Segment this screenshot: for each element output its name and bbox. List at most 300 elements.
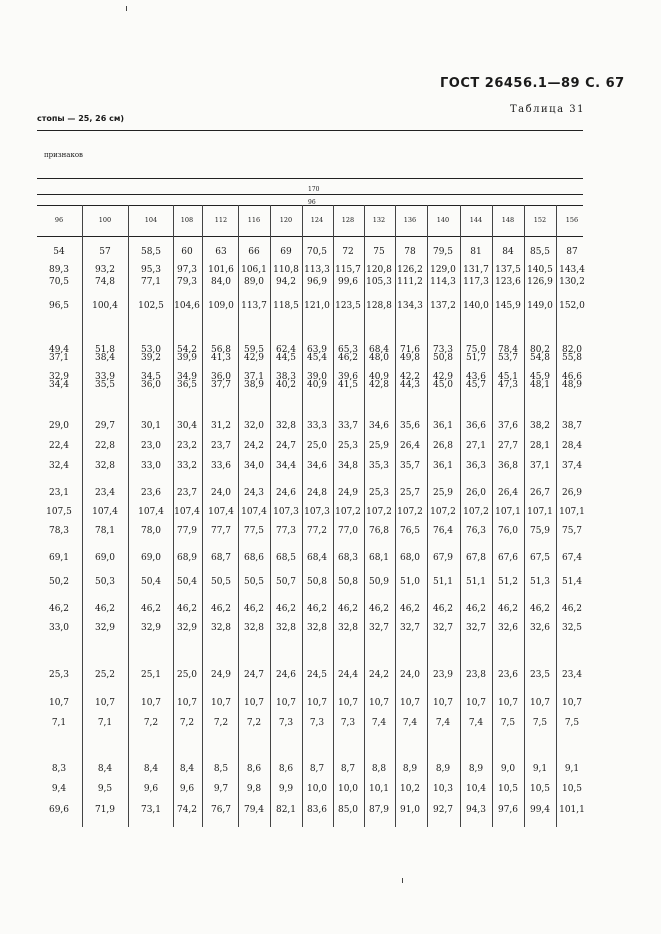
table-cell: 99,4 (529, 805, 551, 815)
table-cell: 41,3 (210, 353, 232, 363)
column-header: 156 (565, 216, 579, 224)
table-cell: 8,7 (340, 764, 356, 774)
row-caption: признаков (44, 151, 83, 159)
column-header: 100 (98, 216, 112, 224)
table-cell: 126,9 (527, 277, 553, 287)
table-cell: 45,0 (432, 380, 454, 390)
table-cell: 46,6 (561, 372, 583, 382)
table-cell: 10,0 (337, 784, 359, 794)
table-cell: 137,2 (430, 301, 456, 311)
scan-speck (126, 6, 127, 11)
table-cell: 107,4 (174, 507, 200, 517)
table-cell: 10,5 (529, 784, 551, 794)
table-cell: 38,2 (529, 421, 551, 431)
table-cell: 107,1 (527, 507, 553, 517)
table-cell: 9,4 (51, 784, 67, 794)
table-cell: 55,8 (561, 353, 583, 363)
table-cell: 68,9 (176, 553, 198, 563)
table-cell: 7,3 (278, 718, 294, 728)
table-cell: 75 (373, 247, 385, 257)
table-cell: 32,6 (529, 623, 551, 633)
table-cell: 107,4 (138, 507, 164, 517)
table-cell: 25,0 (176, 670, 198, 680)
table-cell: 78 (404, 247, 416, 257)
table-cell: 38,9 (243, 380, 265, 390)
table-cell: 46,2 (368, 604, 390, 614)
table-cell: 37,7 (210, 380, 232, 390)
super-rule-1 (37, 194, 583, 195)
table-cell: 10,7 (275, 698, 297, 708)
table-cell: 9,0 (500, 764, 516, 774)
table-cell: 26,9 (561, 488, 583, 498)
table-cell: 38,4 (94, 353, 116, 363)
table-cell: 23,1 (48, 488, 70, 498)
table-cell: 9,8 (246, 784, 262, 794)
table-cell: 32,9 (176, 623, 198, 633)
table-cell: 10,4 (465, 784, 487, 794)
table-cell: 36,1 (432, 421, 454, 431)
table-cell: 68,3 (337, 553, 359, 563)
table-cell: 76,0 (497, 526, 519, 536)
table-cell: 23,7 (176, 488, 198, 498)
table-cell: 53,0 (140, 345, 162, 355)
table-cell: 50,4 (140, 577, 162, 587)
table-cell: 27,1 (465, 441, 487, 451)
column-header: 112 (214, 216, 228, 224)
table-cell: 42,9 (432, 372, 454, 382)
table-cell: 25,3 (48, 670, 70, 680)
table-cell: 24,0 (210, 488, 232, 498)
table-cell: 26,7 (529, 488, 551, 498)
table-cell: 51,8 (94, 345, 116, 355)
column-header: 148 (501, 216, 515, 224)
table-cell: 9,9 (278, 784, 294, 794)
table-cell: 117,3 (463, 277, 489, 287)
table-cell: 30,1 (140, 421, 162, 431)
table-cell: 77,3 (275, 526, 297, 536)
table-cell: 36,6 (465, 421, 487, 431)
column-header: 128 (341, 216, 355, 224)
table-cell: 10,5 (497, 784, 519, 794)
table-cell: 25,3 (368, 488, 390, 498)
table-cell: 34,6 (368, 421, 390, 431)
column-header: 140 (436, 216, 450, 224)
table-cell: 60 (181, 247, 193, 257)
table-cell: 10,7 (432, 698, 454, 708)
table-cell: 46,2 (243, 604, 265, 614)
table-cell: 32,5 (561, 623, 583, 633)
table-cell: 107,5 (46, 507, 72, 517)
table-cell: 36,0 (210, 372, 232, 382)
table-cell: 31,2 (210, 421, 232, 431)
table-cell: 33,2 (176, 461, 198, 471)
table-cell: 40,9 (368, 372, 390, 382)
table-cell: 51,1 (432, 577, 454, 587)
table-cell: 81 (470, 247, 482, 257)
table-cell: 120,8 (366, 265, 392, 275)
table-cell: 68,5 (275, 553, 297, 563)
table-cell: 36,8 (497, 461, 519, 471)
table-cell: 69 (280, 247, 292, 257)
table-cell: 51,4 (561, 577, 583, 587)
table-cell: 10,1 (368, 784, 390, 794)
table-cell: 118,5 (273, 301, 299, 311)
table-cell: 10,7 (140, 698, 162, 708)
table-cell: 10,7 (399, 698, 421, 708)
table-cell: 37,1 (529, 461, 551, 471)
table-cell: 8,6 (278, 764, 294, 774)
table-cell: 24,2 (368, 670, 390, 680)
table-cell: 24,9 (210, 670, 232, 680)
table-cell: 47,3 (497, 380, 519, 390)
table-cell: 44,3 (399, 380, 421, 390)
table-cell: 35,5 (94, 380, 116, 390)
table-cell: 76,3 (465, 526, 487, 536)
table-cell: 33,9 (94, 372, 116, 382)
table-cell: 10,7 (243, 698, 265, 708)
table-cell: 51,1 (465, 577, 487, 587)
table-cell: 78,4 (497, 345, 519, 355)
table-cell: 29,0 (48, 421, 70, 431)
table-cell: 76,4 (432, 526, 454, 536)
table-cell: 8,4 (179, 764, 195, 774)
table-cell: 54,8 (529, 353, 551, 363)
table-cell: 25,7 (399, 488, 421, 498)
table-cell: 7,3 (309, 718, 325, 728)
table-cell: 68,6 (243, 553, 265, 563)
table-cell: 101,1 (559, 805, 585, 815)
table-cell: 107,4 (241, 507, 267, 517)
table-cell: 38,3 (275, 372, 297, 382)
table-cell: 113,7 (241, 301, 267, 311)
table-cell: 24,8 (306, 488, 328, 498)
table-cell: 82,0 (561, 345, 583, 355)
table-cell: 46,2 (465, 604, 487, 614)
table-cell: 106,1 (241, 265, 267, 275)
table-cell: 84,0 (210, 277, 232, 287)
table-cell: 126,2 (397, 265, 423, 275)
table-cell: 82,1 (275, 805, 297, 815)
table-cell: 26,0 (465, 488, 487, 498)
table-cell: 7,3 (340, 718, 356, 728)
table-cell: 56,8 (210, 345, 232, 355)
table-cell: 95,3 (140, 265, 162, 275)
table-cell: 7,1 (51, 718, 67, 728)
table-cell: 65,3 (337, 345, 359, 355)
table-cell: 10,7 (337, 698, 359, 708)
table-cell: 34,5 (140, 372, 162, 382)
table-cell: 32,7 (465, 623, 487, 633)
table-cell: 8,9 (402, 764, 418, 774)
table-cell: 53,7 (497, 353, 519, 363)
table-cell: 37,4 (561, 461, 583, 471)
table-cell: 46,2 (306, 604, 328, 614)
table-cell: 32,8 (275, 623, 297, 633)
table-cell: 46,2 (275, 604, 297, 614)
table-cell: 33,0 (140, 461, 162, 471)
table-cell: 50,2 (48, 577, 70, 587)
table-cell: 10,7 (368, 698, 390, 708)
table-cell: 25,3 (337, 441, 359, 451)
table-cell: 43,6 (465, 372, 487, 382)
table-cell: 8,5 (213, 764, 229, 774)
table-cell: 107,2 (397, 507, 423, 517)
table-cell: 80,2 (529, 345, 551, 355)
table-cell: 23,0 (140, 441, 162, 451)
table-cell: 24,5 (306, 670, 328, 680)
table-cell: 129,0 (430, 265, 456, 275)
table-cell: 46,2 (529, 604, 551, 614)
table-cell: 91,0 (399, 805, 421, 815)
table-cell: 32,6 (497, 623, 519, 633)
table-cell: 45,1 (497, 372, 519, 382)
table-cell: 75,7 (561, 526, 583, 536)
table-cell: 36,5 (176, 380, 198, 390)
table-cell: 66 (248, 247, 260, 257)
table-cell: 37,1 (48, 353, 70, 363)
table-cell: 7,5 (564, 718, 580, 728)
table-cell: 32,8 (306, 623, 328, 633)
table-cell: 50,7 (275, 577, 297, 587)
table-cell: 79,5 (432, 247, 454, 257)
table-cell: 143,4 (559, 265, 585, 275)
table-cell: 28,1 (529, 441, 551, 451)
table-cell: 87,9 (368, 805, 390, 815)
table-cell: 48,9 (561, 380, 583, 390)
table-cell: 69,0 (94, 553, 116, 563)
table-cell: 104,6 (174, 301, 200, 311)
table-cell: 84 (502, 247, 514, 257)
table-cell: 9,1 (532, 764, 548, 774)
table-cell: 68,4 (306, 553, 328, 563)
table-cell: 7,4 (402, 718, 418, 728)
header-rule (37, 178, 583, 179)
table-cell: 42,2 (399, 372, 421, 382)
table-cell: 9,1 (564, 764, 580, 774)
table-cell: 39,9 (176, 353, 198, 363)
table-cell: 123,5 (335, 301, 361, 311)
table-cell: 67,9 (432, 553, 454, 563)
table-cell: 100,4 (92, 301, 118, 311)
table-cell: 99,6 (337, 277, 359, 287)
table-cell: 10,5 (561, 784, 583, 794)
table-cell: 34,4 (48, 380, 70, 390)
table-cell: 107,1 (495, 507, 521, 517)
table-cell: 74,8 (94, 277, 116, 287)
table-cell: 36,3 (465, 461, 487, 471)
table-cell: 94,3 (465, 805, 487, 815)
table-cell: 40,2 (275, 380, 297, 390)
table-cell: 10,7 (465, 698, 487, 708)
table-cell: 22,4 (48, 441, 70, 451)
table-cell: 54 (53, 247, 65, 257)
table-cell: 107,1 (559, 507, 585, 517)
table-cell: 32,9 (48, 372, 70, 382)
table-cell: 78,3 (48, 526, 70, 536)
table-cell: 102,5 (138, 301, 164, 311)
table-cell: 8,7 (309, 764, 325, 774)
table-cell: 76,5 (399, 526, 421, 536)
column-header: 116 (247, 216, 261, 224)
table-cell: 140,5 (527, 265, 553, 275)
table-cell: 75,0 (465, 345, 487, 355)
table-cell: 32,8 (337, 623, 359, 633)
table-cell: 128,8 (366, 301, 392, 311)
table-cell: 46,2 (210, 604, 232, 614)
table-cell: 25,1 (140, 670, 162, 680)
table-cell: 32,8 (210, 623, 232, 633)
table-cell: 35,3 (368, 461, 390, 471)
table-cell: 8,9 (435, 764, 451, 774)
table-cell: 7,5 (532, 718, 548, 728)
table-cell: 77,1 (140, 277, 162, 287)
table-cell: 39,0 (306, 372, 328, 382)
table-cell: 32,4 (48, 461, 70, 471)
table-cell: 42,8 (368, 380, 390, 390)
table-cell: 32,7 (399, 623, 421, 633)
table-cell: 32,0 (243, 421, 265, 431)
table-cell: 96,9 (306, 277, 328, 287)
table-cell: 93,2 (94, 265, 116, 275)
table-cell: 7,4 (435, 718, 451, 728)
column-header: 144 (469, 216, 483, 224)
table-cell: 48,1 (529, 380, 551, 390)
table-cell: 78,1 (94, 526, 116, 536)
column-header: 108 (180, 216, 194, 224)
table-cell: 107,4 (92, 507, 118, 517)
table-cell: 149,0 (527, 301, 553, 311)
table-cell: 107,2 (366, 507, 392, 517)
table-cell: 69,6 (48, 805, 70, 815)
table-cell: 51,7 (465, 353, 487, 363)
table-cell: 10,7 (94, 698, 116, 708)
table-cell: 107,2 (430, 507, 456, 517)
column-header: 132 (372, 216, 386, 224)
table-cell: 46,2 (48, 604, 70, 614)
table-label: Таблица 31 (510, 104, 585, 115)
table-cell: 67,4 (561, 553, 583, 563)
table-cell: 92,7 (432, 805, 454, 815)
table-cell: 74,2 (176, 805, 198, 815)
table-cell: 26,8 (432, 441, 454, 451)
column-header-rule (37, 236, 583, 237)
table-cell: 50,5 (243, 577, 265, 587)
table-cell: 32,7 (368, 623, 390, 633)
table-cell: 32,7 (432, 623, 454, 633)
table-cell: 30,4 (176, 421, 198, 431)
table-cell: 40,9 (306, 380, 328, 390)
table-cell: 69,0 (140, 553, 162, 563)
table-cell: 76,8 (368, 526, 390, 536)
table-cell: 87 (566, 247, 578, 257)
table-cell: 34,6 (306, 461, 328, 471)
table-cell: 8,4 (97, 764, 113, 774)
table-cell: 115,7 (335, 265, 361, 275)
table-cell: 10,7 (176, 698, 198, 708)
table-cell: 7,5 (500, 718, 516, 728)
table-cell: 8,9 (468, 764, 484, 774)
column-header: 96 (54, 216, 64, 224)
page-header: ГОСТ 26456.1—89 С. 67 (440, 76, 625, 91)
table-cell: 54,2 (176, 345, 198, 355)
table-cell: 50,8 (306, 577, 328, 587)
table-cell: 72 (342, 247, 354, 257)
table-cell: 42,9 (243, 353, 265, 363)
table-cell: 101,6 (208, 265, 234, 275)
table-cell: 107,2 (463, 507, 489, 517)
table-cell: 44,5 (275, 353, 297, 363)
table-cell: 24,2 (243, 441, 265, 451)
table-cell: 71,9 (94, 805, 116, 815)
column-header: 124 (310, 216, 324, 224)
table-cell: 46,2 (497, 604, 519, 614)
table-cell: 48,0 (368, 353, 390, 363)
table-cell: 145,9 (495, 301, 521, 311)
table-cell: 51,0 (399, 577, 421, 587)
table-cell: 32,9 (140, 623, 162, 633)
table-cell: 25,0 (306, 441, 328, 451)
table-cell: 9,5 (97, 784, 113, 794)
table-cell: 70,5 (48, 277, 70, 287)
table-cell: 36,1 (432, 461, 454, 471)
table-cell: 110,8 (273, 265, 299, 275)
table-cell: 24,9 (337, 488, 359, 498)
table-cell: 134,3 (397, 301, 423, 311)
table-cell: 107,3 (304, 507, 330, 517)
table-cell: 10,2 (399, 784, 421, 794)
table-cell: 67,6 (497, 553, 519, 563)
table-cell: 37,6 (497, 421, 519, 431)
table-cell: 62,4 (275, 345, 297, 355)
table-cell: 45,4 (306, 353, 328, 363)
table-cell: 8,3 (51, 764, 67, 774)
table-cell: 50,4 (176, 577, 198, 587)
table-cell: 79,3 (176, 277, 198, 287)
table-cell: 49,4 (48, 345, 70, 355)
table-cell: 10,0 (306, 784, 328, 794)
table-cell: 23,8 (465, 670, 487, 680)
table-cell: 33,3 (306, 421, 328, 431)
table-cell: 8,6 (246, 764, 262, 774)
table-cell: 77,2 (306, 526, 328, 536)
super-header-chest: 96 (308, 199, 316, 206)
table-cell: 7,2 (179, 718, 195, 728)
table-cell: 105,3 (366, 277, 392, 287)
table-cell: 10,7 (210, 698, 232, 708)
table-cell: 50,8 (432, 353, 454, 363)
table-cell: 71,6 (399, 345, 421, 355)
table-cell: 46,2 (140, 604, 162, 614)
table-cell: 39,6 (337, 372, 359, 382)
top-rule (37, 130, 583, 131)
table-cell: 24,0 (399, 670, 421, 680)
table-cell: 83,6 (306, 805, 328, 815)
table-cell: 46,2 (432, 604, 454, 614)
table-cell: 39,2 (140, 353, 162, 363)
table-cell: 38,7 (561, 421, 583, 431)
table-cell: 32,8 (275, 421, 297, 431)
table-cell: 27,7 (497, 441, 519, 451)
table-cell: 26,4 (399, 441, 421, 451)
column-header: 152 (533, 216, 547, 224)
table-cell: 67,8 (465, 553, 487, 563)
table-cell: 7,1 (97, 718, 113, 728)
table-cell: 24,6 (275, 670, 297, 680)
table-cell: 25,9 (432, 488, 454, 498)
table-cell: 28,4 (561, 441, 583, 451)
table-cell: 23,4 (561, 670, 583, 680)
table-cell: 63,9 (306, 345, 328, 355)
